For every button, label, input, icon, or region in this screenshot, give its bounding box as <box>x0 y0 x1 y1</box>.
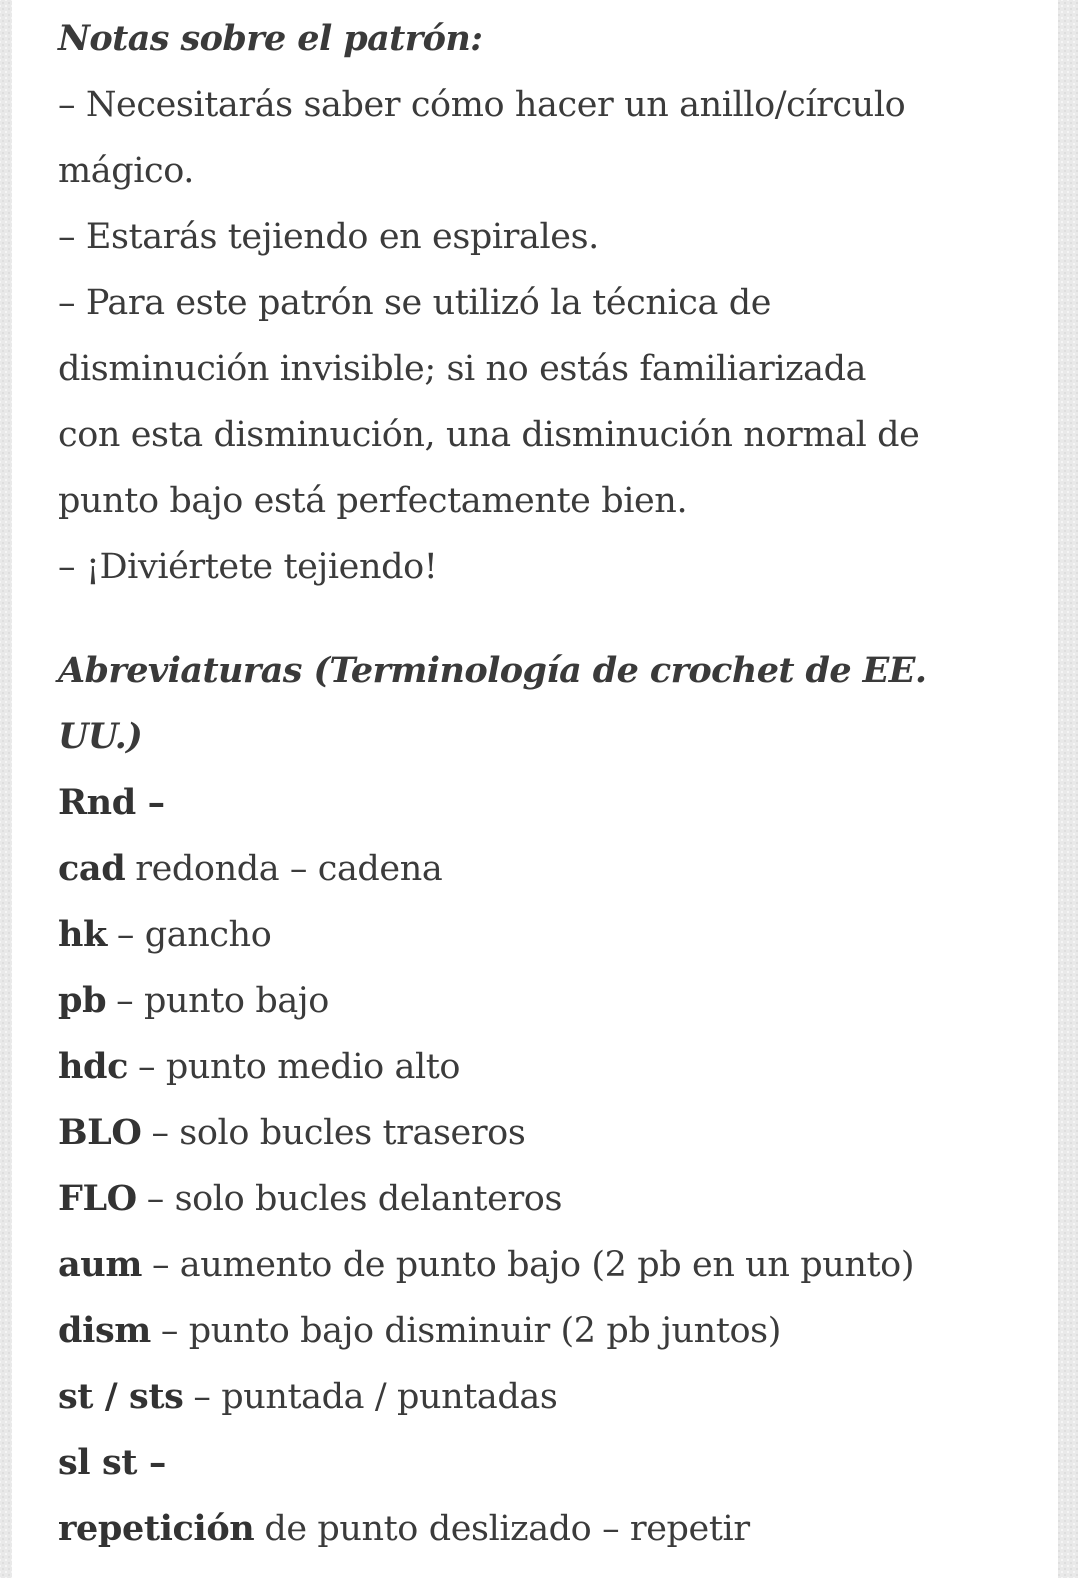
abbreviation-term: pb <box>58 980 107 1021</box>
abbreviation-row <box>58 1298 1018 1364</box>
abbreviation-row <box>58 770 1018 836</box>
notes-line: disminución invisible; si no estás familiarizada <box>58 349 867 389</box>
abbreviation-definition: – punto bajo <box>116 981 329 1021</box>
abbreviation-row <box>58 1100 1018 1166</box>
abbreviation-row <box>58 836 1018 902</box>
abbreviation-term: st / sts <box>58 1376 184 1417</box>
abbreviation-row <box>58 1166 1018 1232</box>
notes-line: con esta disminución, una disminución normal de <box>58 415 920 455</box>
notes-line: – Para este patrón se utilizó la técnica de <box>58 283 772 323</box>
notes-line: – Estarás tejiendo en espirales. <box>58 217 599 257</box>
abbreviation-term: FLO <box>58 1178 137 1219</box>
abbreviations-heading: Abreviaturas (Terminología de crochet de EE. <box>58 650 927 691</box>
abbreviation-definition: – solo bucles delanteros <box>146 1179 563 1219</box>
notes-heading: Notas sobre el patrón: <box>58 18 483 59</box>
notes-line: – ¡Diviértete tejiendo! <box>58 547 438 587</box>
abbreviation-definition: – punto bajo disminuir (2 pb juntos) <box>160 1311 781 1351</box>
abbreviation-row <box>58 1496 1018 1562</box>
notes-line: punto bajo está perfectamente bien. <box>58 481 688 521</box>
abbreviation-row <box>58 968 1018 1034</box>
abbreviation-term: repetición <box>58 1508 255 1549</box>
section-spacer <box>58 600 1018 638</box>
notes-line: mágico. <box>58 151 195 191</box>
abbreviation-definition: redonda – cadena <box>135 849 443 889</box>
abbreviation-definition: – solo bucles traseros <box>151 1113 526 1153</box>
abbreviation-term: sl st – <box>58 1442 166 1483</box>
abbreviation-row <box>58 1034 1018 1100</box>
abbreviation-definition: – gancho <box>116 915 272 955</box>
abbreviation-definition: – aumento de punto bajo (2 pb en un punto) <box>151 1245 915 1285</box>
abbreviation-definition: – puntada / puntadas <box>193 1377 558 1417</box>
abbreviation-row <box>58 1232 1018 1298</box>
abbreviation-row <box>58 1430 1018 1496</box>
abbreviation-term: BLO <box>58 1112 142 1153</box>
abbreviation-term: aum <box>58 1244 142 1285</box>
abbreviation-row <box>58 902 1018 968</box>
abbreviation-definition: de punto deslizado – repetir <box>264 1509 750 1549</box>
abbreviation-term: dism <box>58 1310 151 1351</box>
abbreviation-term: Rnd – <box>58 782 165 823</box>
abbreviations-heading-continued: UU.) <box>58 716 143 757</box>
abbreviation-term: hk <box>58 914 107 955</box>
abbreviation-definition: – punto medio alto <box>138 1047 461 1087</box>
abbreviation-row <box>58 1364 1018 1430</box>
article-content <box>12 0 1058 1578</box>
notes-line: – Necesitarás saber cómo hacer un anillo/círculo <box>58 85 906 125</box>
abbreviation-term: cad <box>58 848 126 889</box>
abbreviation-term: hdc <box>58 1046 129 1087</box>
